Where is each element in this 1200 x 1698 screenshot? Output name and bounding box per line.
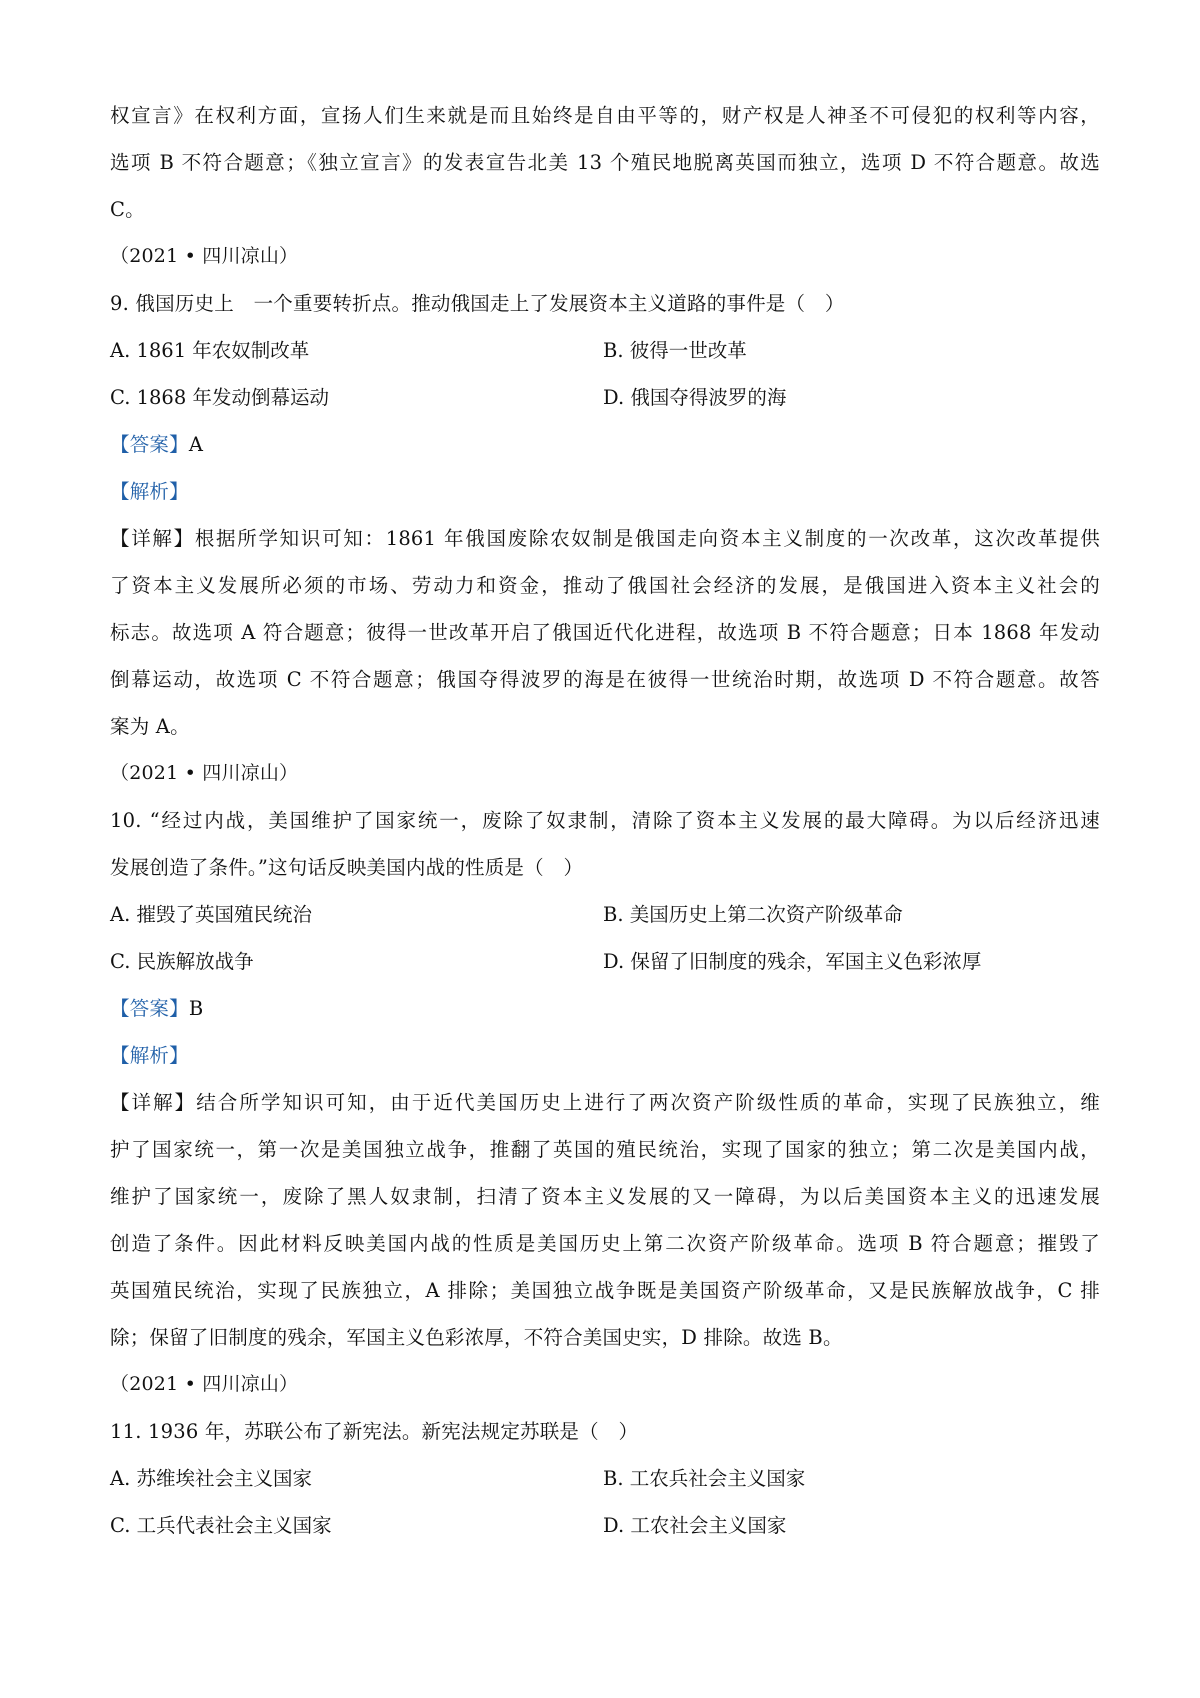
option-c: C. 工兵代表社会主义国家: [110, 1514, 332, 1537]
analysis-label: 【解析】: [110, 480, 189, 503]
question-stem: 发展创造了条件。”这句话反映美国内战的性质是（ ）: [110, 856, 584, 879]
intro-line: 选项 B 不符合题意；《独立宣言》的发表宣告北美 13 个殖民地脱离英国而独立，选项 D 不符合题意。故选: [110, 151, 1100, 174]
detail-line: 【详解】结合所学知识可知，由于近代美国历史上进行了两次资产阶级性质的革命，实现了民族独立，维: [110, 1091, 1100, 1114]
detail-line: 案为 A。: [110, 715, 190, 738]
answer-value: B: [188, 997, 204, 1020]
answer-value: A: [188, 433, 204, 456]
document-content: [110, 92, 1100, 1549]
intro-line: 权宣言》在权利方面，宣扬人们生来就是而且始终是自由平等的，财产权是人神圣不可侵犯的权利等内容，: [110, 104, 1100, 127]
detail-line: 倒幕运动，故选项 C 不符合题意；俄国夺得波罗的海是在彼得一世统治时期，故选项 D 不符合题意。故答: [110, 668, 1100, 691]
answer-label: 【答案】: [110, 433, 189, 456]
detail-line: 护了国家统一，第一次是美国独立战争，推翻了英国的殖民统治，实现了国家的独立；第二次是美国内战，: [110, 1138, 1100, 1161]
question-stem: 11. 1936 年，苏联公布了新宪法。新宪法规定苏联是（ ）: [110, 1420, 639, 1443]
question-source: （2021 • 四川凉山）: [110, 762, 299, 784]
detail-line: 英国殖民统治，实现了民族独立，A 排除；美国独立战争既是美国资产阶级革命，又是民族解放战争，C 排: [110, 1279, 1100, 1302]
answer-label: 【答案】: [110, 997, 189, 1020]
detail-line: 了资本主义发展所必须的市场、劳动力和资金，推动了俄国社会经济的发展，是俄国进入资本主义社会的: [110, 574, 1100, 597]
option-c: C. 1868 年发动倒幕运动: [110, 386, 329, 409]
option-d: D. 保留了旧制度的残余，军国主义色彩浓厚: [603, 950, 982, 973]
option-row: [110, 374, 1100, 421]
question-source: （2021 • 四川凉山）: [110, 245, 299, 267]
answer-line: [110, 421, 1100, 468]
detail-line: 维护了国家统一，废除了黑人奴隶制，扫清了资本主义发展的又一障碍，为以后美国资本主义的迅速发展: [110, 1185, 1100, 1208]
question-source: （2021 • 四川凉山）: [110, 1373, 299, 1395]
detail-line: 创造了条件。因此材料反映美国内战的性质是美国历史上第二次资产阶级革命。选项 B 符合题意；摧毁了: [110, 1232, 1100, 1255]
option-a: A. 1861 年农奴制改革: [110, 339, 310, 362]
question-stem: 9. 俄国历史上 一个重要转折点。推动俄国走上了发展资本主义道路的事件是（ ）: [110, 292, 845, 315]
detail-line: 【详解】根据所学知识可知：1861 年俄国废除农奴制是俄国走向资本主义制度的一次改革，这次改革提供: [110, 527, 1100, 550]
option-c: C. 民族解放战争: [110, 950, 254, 973]
option-d: D. 工农社会主义国家: [603, 1514, 787, 1537]
detail-line: 标志。故选项 A 符合题意；彼得一世改革开启了俄国近代化进程，故选项 B 不符合题意；日本 1868 年发动: [110, 621, 1100, 644]
option-row: [110, 1455, 1100, 1502]
detail-line: 除；保留了旧制度的残余，军国主义色彩浓厚，不符合美国史实，D 排除。故选 B。: [110, 1326, 843, 1349]
option-a: A. 苏维埃社会主义国家: [110, 1467, 312, 1490]
question-stem: 10. “经过内战，美国维护了国家统一，废除了奴隶制，清除了资本主义发展的最大障碍。为以后经济迅速: [110, 809, 1100, 832]
option-row: [110, 938, 1100, 985]
answer-line: [110, 985, 1100, 1032]
option-a: A. 摧毁了英国殖民统治: [110, 903, 312, 926]
option-row: [110, 327, 1100, 374]
option-b: B. 工农兵社会主义国家: [603, 1467, 806, 1490]
option-row: [110, 891, 1100, 938]
option-row: [110, 1502, 1100, 1549]
option-b: B. 美国历史上第二次资产阶级革命: [603, 903, 903, 926]
analysis-label: 【解析】: [110, 1044, 189, 1067]
option-d: D. 俄国夺得波罗的海: [603, 386, 787, 409]
option-b: B. 彼得一世改革: [603, 339, 747, 362]
intro-line: C。: [110, 198, 145, 221]
